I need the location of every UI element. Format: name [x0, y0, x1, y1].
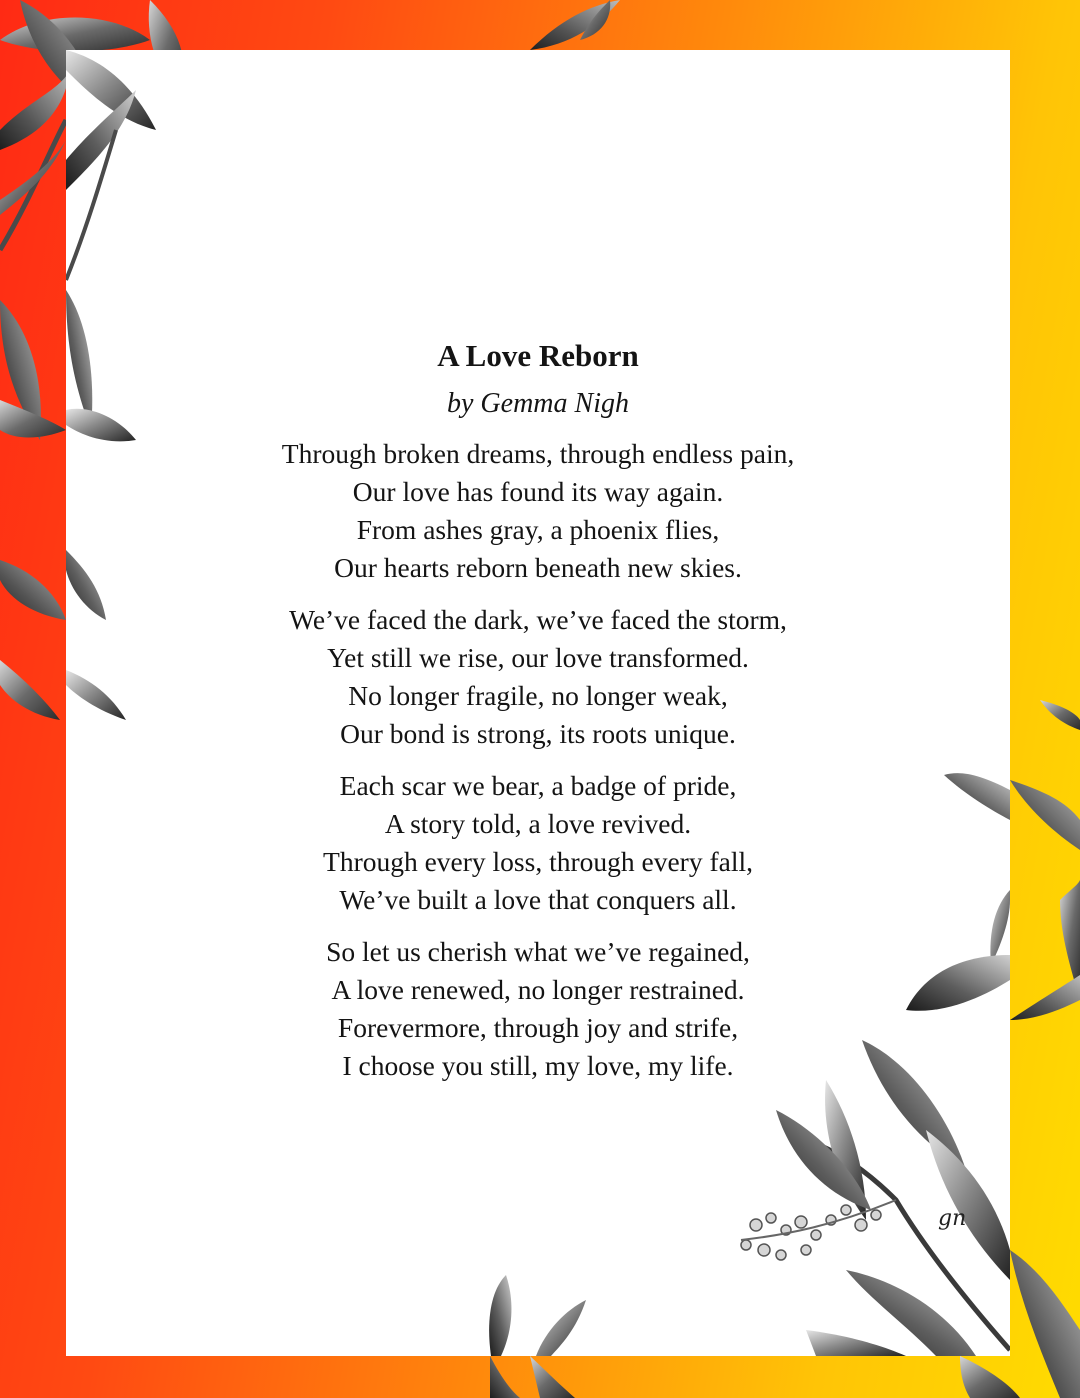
leaf-icon	[0, 660, 60, 720]
leaf-icon	[806, 1330, 906, 1356]
poem-line: A love renewed, no longer restrained.	[331, 974, 745, 1005]
stanza	[66, 933, 1010, 1085]
leaf-icon	[536, 1300, 586, 1356]
leaf-icon	[1010, 975, 1080, 1020]
stanza	[66, 767, 1010, 919]
poem-title: A Love Reborn	[437, 338, 639, 373]
poem-line: Our bond is strong, its roots unique.	[340, 718, 736, 749]
poem-line: Forevermore, through joy and strife,	[337, 1012, 739, 1043]
poem-line: Through every loss, through every fall,	[323, 846, 753, 877]
poem-line: From ashes gray, a phoenix flies,	[356, 514, 720, 545]
poem-line: Each scar we bear, a badge of pride,	[339, 770, 737, 801]
poem-line: So let us cherish what we’ve regained,	[326, 936, 750, 967]
stanza	[66, 435, 1010, 587]
poem-line: We’ve built a love that conquers all.	[339, 884, 737, 915]
leaf-icon	[1040, 700, 1080, 730]
poem-line: Our hearts reborn beneath new skies.	[334, 552, 742, 583]
poem-line: A story told, a love revived.	[384, 808, 692, 839]
author-signature: gn	[938, 1206, 967, 1231]
leaf-icon	[960, 1356, 1020, 1398]
poem-line: No longer fragile, no longer weak,	[348, 680, 728, 711]
leaf-icon	[1010, 1250, 1080, 1398]
leaf-icon	[489, 1275, 511, 1356]
leaf-icon	[926, 1130, 1010, 1280]
poem-line: Yet still we rise, our love transformed.	[327, 642, 749, 673]
poem-card	[66, 50, 1010, 1356]
poem-author: by Gemma Nigh	[447, 388, 629, 419]
poem-line: Our love has found its way again.	[352, 476, 724, 507]
poem-line: I choose you still, my love, my life.	[342, 1050, 734, 1081]
leaf-icon	[0, 140, 66, 215]
leaf-icon	[530, 1356, 575, 1398]
leaf-icon	[0, 560, 66, 620]
leaf-icon	[490, 1356, 520, 1398]
stanza	[66, 601, 1010, 753]
leaf-icon	[0, 18, 150, 52]
leaf-icon	[1010, 780, 1080, 850]
poem-line: Through broken dreams, through endless pain,	[281, 438, 795, 469]
poem-line: We’ve faced the dark, we’ve faced the storm,	[289, 604, 787, 635]
poem	[66, 336, 1010, 1085]
